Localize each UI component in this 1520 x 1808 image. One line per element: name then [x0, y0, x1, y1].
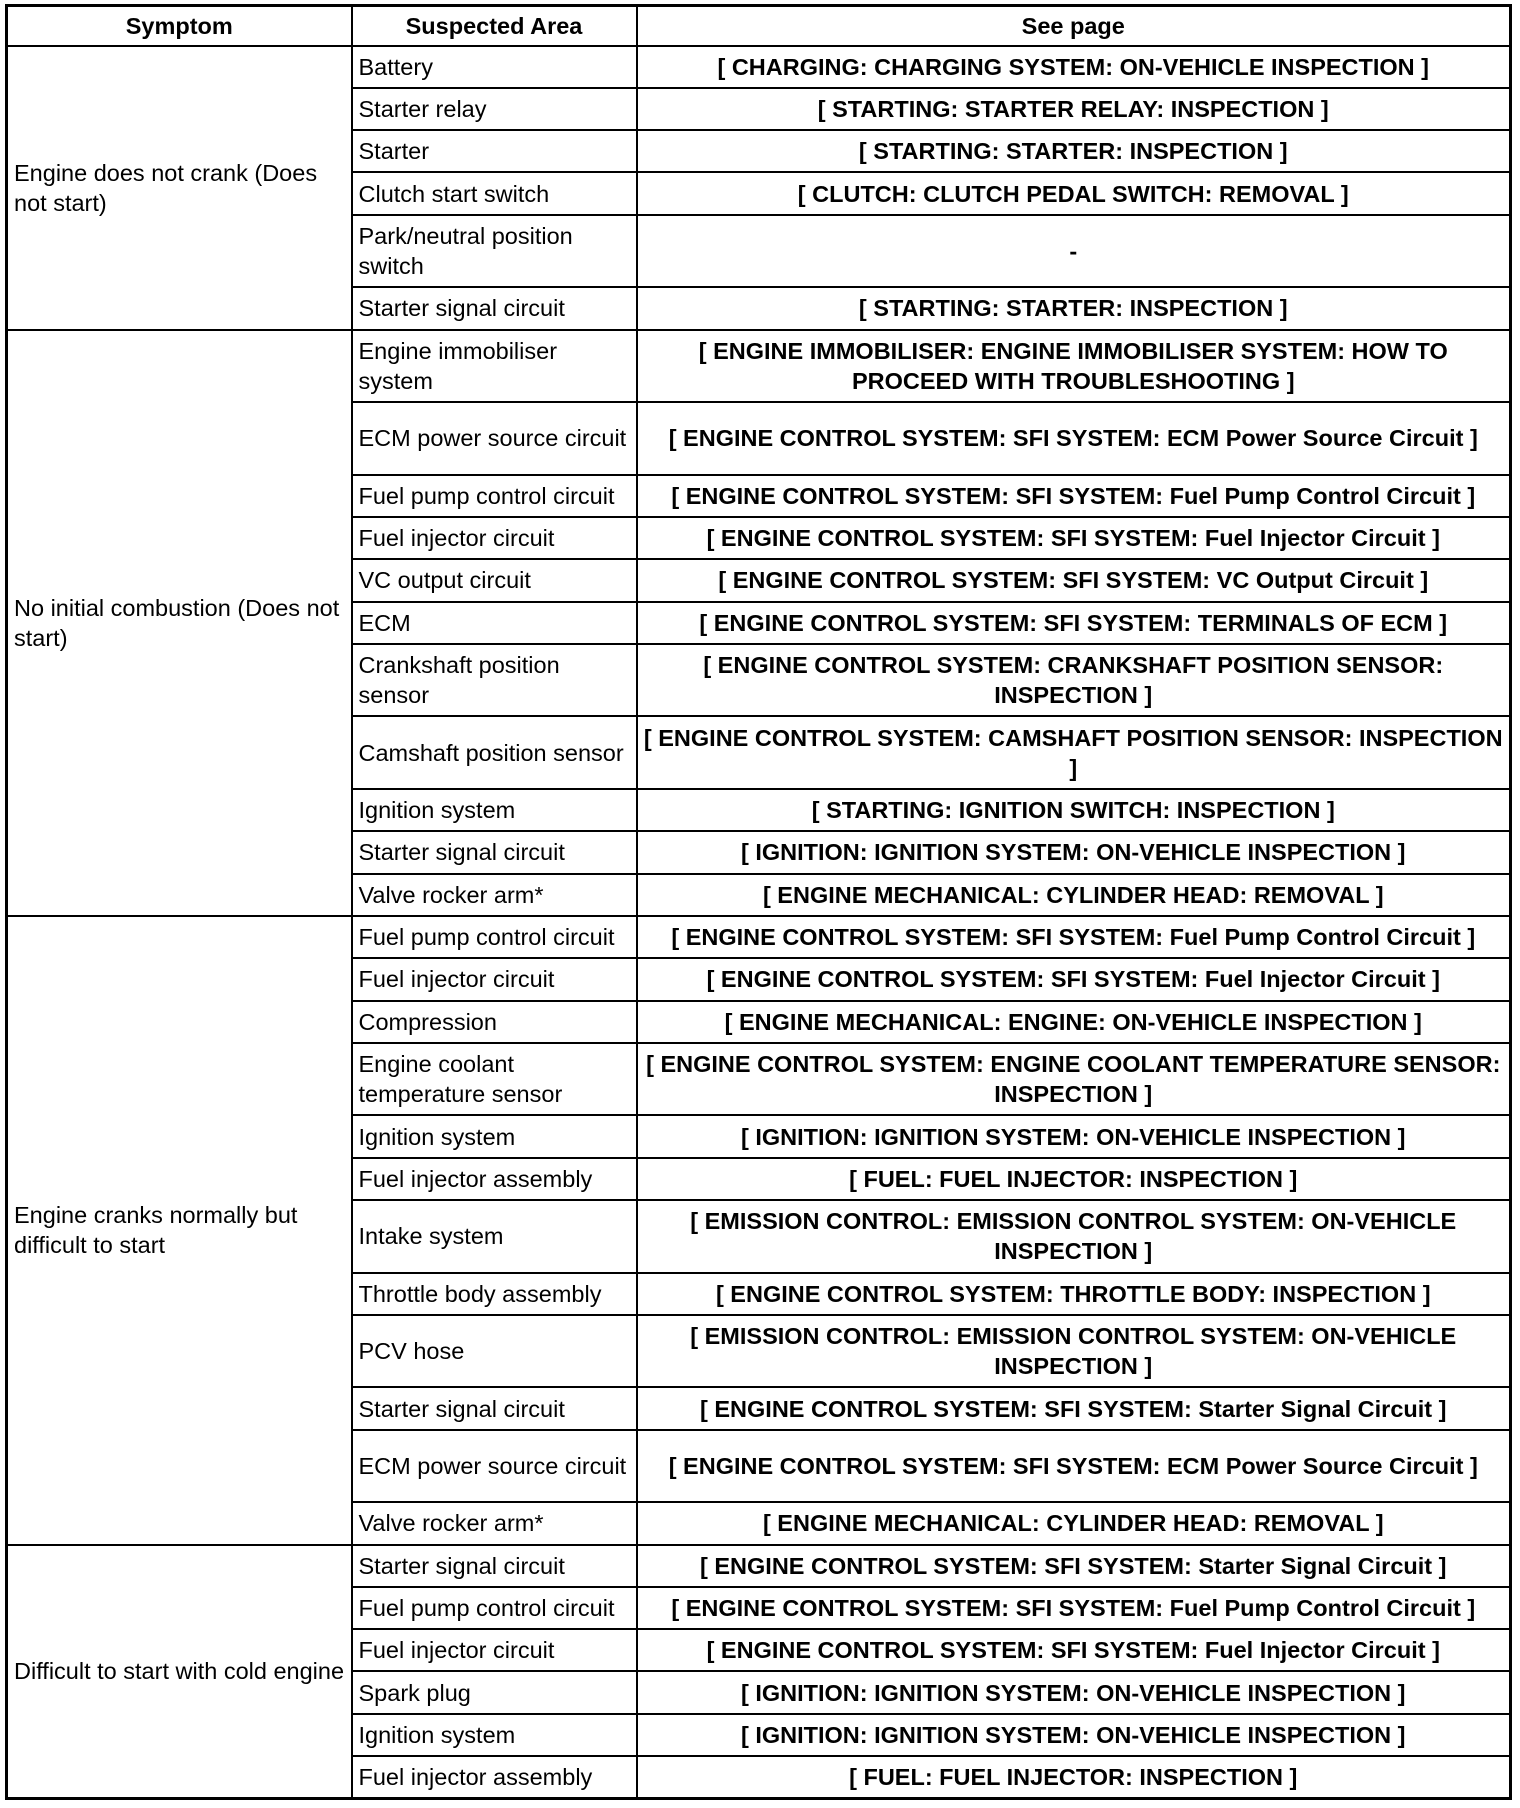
symptom-cell: No initial combustion (Does not start): [7, 330, 352, 916]
see-page-cell: [ ENGINE CONTROL SYSTEM: CAMSHAFT POSITION SENSOR: INSPECTION ]: [637, 716, 1511, 789]
suspected-area-cell: Starter: [352, 130, 637, 172]
see-page-cell: [ IGNITION: IGNITION SYSTEM: ON-VEHICLE INSPECTION ]: [637, 831, 1511, 873]
table-row: [7, 330, 1511, 403]
see-page-cell: [ ENGINE CONTROL SYSTEM: ENGINE COOLANT TEMPERATURE SENSOR: INSPECTION ]: [637, 1043, 1511, 1116]
header-symptom: Symptom: [7, 6, 352, 46]
suspected-area-cell: ECM power source circuit: [352, 1430, 637, 1503]
suspected-area-cell: Ignition system: [352, 789, 637, 831]
suspected-area-cell: Park/neutral position switch: [352, 215, 637, 288]
see-page-cell: [ ENGINE CONTROL SYSTEM: SFI SYSTEM: Fuel Injector Circuit ]: [637, 958, 1511, 1000]
see-page-cell: [ IGNITION: IGNITION SYSTEM: ON-VEHICLE INSPECTION ]: [637, 1714, 1511, 1756]
see-page-cell: -: [637, 215, 1511, 288]
see-page-cell: [ ENGINE CONTROL SYSTEM: SFI SYSTEM: TERMINALS OF ECM ]: [637, 602, 1511, 644]
suspected-area-cell: PCV hose: [352, 1315, 637, 1388]
see-page-cell: [ CLUTCH: CLUTCH PEDAL SWITCH: REMOVAL ]: [637, 172, 1511, 214]
see-page-cell: [ IGNITION: IGNITION SYSTEM: ON-VEHICLE INSPECTION ]: [637, 1115, 1511, 1157]
suspected-area-cell: ECM: [352, 602, 637, 644]
suspected-area-cell: Starter signal circuit: [352, 831, 637, 873]
suspected-area-cell: Fuel injector circuit: [352, 958, 637, 1000]
table-row: [7, 916, 1511, 958]
suspected-area-cell: VC output circuit: [352, 559, 637, 601]
see-page-cell: [ ENGINE CONTROL SYSTEM: SFI SYSTEM: Fuel Injector Circuit ]: [637, 517, 1511, 559]
symptom-cell: Engine cranks normally but difficult to start: [7, 916, 352, 1545]
see-page-cell: [ ENGINE CONTROL SYSTEM: THROTTLE BODY: INSPECTION ]: [637, 1273, 1511, 1315]
symptom-cell: Difficult to start with cold engine: [7, 1545, 352, 1799]
suspected-area-cell: Fuel pump control circuit: [352, 916, 637, 958]
see-page-cell: [ ENGINE CONTROL SYSTEM: CRANKSHAFT POSITION SENSOR: INSPECTION ]: [637, 644, 1511, 717]
suspected-area-cell: Engine coolant temperature sensor: [352, 1043, 637, 1116]
suspected-area-cell: Starter signal circuit: [352, 287, 637, 329]
see-page-cell: [ STARTING: STARTER: INSPECTION ]: [637, 130, 1511, 172]
see-page-cell: [ ENGINE CONTROL SYSTEM: SFI SYSTEM: Fuel Pump Control Circuit ]: [637, 475, 1511, 517]
suspected-area-cell: Starter signal circuit: [352, 1545, 637, 1587]
see-page-cell: [ CHARGING: CHARGING SYSTEM: ON-VEHICLE INSPECTION ]: [637, 46, 1511, 88]
see-page-cell: [ ENGINE MECHANICAL: CYLINDER HEAD: REMOVAL ]: [637, 1502, 1511, 1544]
suspected-area-cell: Spark plug: [352, 1671, 637, 1713]
header-suspected-area: Suspected Area: [352, 6, 637, 46]
suspected-area-cell: Fuel injector circuit: [352, 1629, 637, 1671]
suspected-area-cell: Throttle body assembly: [352, 1273, 637, 1315]
see-page-cell: [ ENGINE CONTROL SYSTEM: SFI SYSTEM: Fuel Pump Control Circuit ]: [637, 916, 1511, 958]
symptom-cell: Engine does not crank (Does not start): [7, 46, 352, 330]
suspected-area-cell: Fuel injector assembly: [352, 1158, 637, 1200]
see-page-cell: [ EMISSION CONTROL: EMISSION CONTROL SYSTEM: ON-VEHICLE INSPECTION ]: [637, 1315, 1511, 1388]
suspected-area-cell: Compression: [352, 1001, 637, 1043]
see-page-cell: [ STARTING: STARTER: INSPECTION ]: [637, 287, 1511, 329]
header-see-page: See page: [637, 6, 1511, 46]
see-page-cell: [ ENGINE CONTROL SYSTEM: SFI SYSTEM: Starter Signal Circuit ]: [637, 1387, 1511, 1429]
table-body: [7, 46, 1511, 1799]
see-page-cell: [ EMISSION CONTROL: EMISSION CONTROL SYSTEM: ON-VEHICLE INSPECTION ]: [637, 1200, 1511, 1273]
table-row: [7, 46, 1511, 88]
suspected-area-cell: Intake system: [352, 1200, 637, 1273]
see-page-cell: [ ENGINE IMMOBILISER: ENGINE IMMOBILISER SYSTEM: HOW TO PROCEED WITH TROUBLESHOOTING ]: [637, 330, 1511, 403]
suspected-area-cell: Fuel injector assembly: [352, 1756, 637, 1798]
see-page-cell: [ STARTING: STARTER RELAY: INSPECTION ]: [637, 88, 1511, 130]
see-page-cell: [ STARTING: IGNITION SWITCH: INSPECTION ]: [637, 789, 1511, 831]
suspected-area-cell: Fuel pump control circuit: [352, 1587, 637, 1629]
see-page-cell: [ FUEL: FUEL INJECTOR: INSPECTION ]: [637, 1158, 1511, 1200]
suspected-area-cell: Starter signal circuit: [352, 1387, 637, 1429]
suspected-area-cell: Valve rocker arm*: [352, 874, 637, 916]
see-page-cell: [ ENGINE MECHANICAL: ENGINE: ON-VEHICLE INSPECTION ]: [637, 1001, 1511, 1043]
suspected-area-cell: Fuel injector circuit: [352, 517, 637, 559]
suspected-area-cell: ECM power source circuit: [352, 402, 637, 475]
suspected-area-cell: Ignition system: [352, 1115, 637, 1157]
see-page-cell: [ FUEL: FUEL INJECTOR: INSPECTION ]: [637, 1756, 1511, 1798]
troubleshooting-table: [5, 4, 1512, 1800]
see-page-cell: [ ENGINE CONTROL SYSTEM: SFI SYSTEM: Fuel Pump Control Circuit ]: [637, 1587, 1511, 1629]
see-page-cell: [ ENGINE CONTROL SYSTEM: SFI SYSTEM: Fuel Injector Circuit ]: [637, 1629, 1511, 1671]
see-page-cell: [ ENGINE CONTROL SYSTEM: SFI SYSTEM: Starter Signal Circuit ]: [637, 1545, 1511, 1587]
suspected-area-cell: Camshaft position sensor: [352, 716, 637, 789]
see-page-cell: [ ENGINE CONTROL SYSTEM: SFI SYSTEM: ECM Power Source Circuit ]: [637, 402, 1511, 475]
header-row: [7, 6, 1511, 46]
suspected-area-cell: Crankshaft position sensor: [352, 644, 637, 717]
suspected-area-cell: Battery: [352, 46, 637, 88]
see-page-cell: [ ENGINE CONTROL SYSTEM: SFI SYSTEM: VC Output Circuit ]: [637, 559, 1511, 601]
see-page-cell: [ ENGINE CONTROL SYSTEM: SFI SYSTEM: ECM Power Source Circuit ]: [637, 1430, 1511, 1503]
suspected-area-cell: Valve rocker arm*: [352, 1502, 637, 1544]
suspected-area-cell: Fuel pump control circuit: [352, 475, 637, 517]
see-page-cell: [ IGNITION: IGNITION SYSTEM: ON-VEHICLE INSPECTION ]: [637, 1671, 1511, 1713]
table-row: [7, 1545, 1511, 1587]
see-page-cell: [ ENGINE MECHANICAL: CYLINDER HEAD: REMOVAL ]: [637, 874, 1511, 916]
suspected-area-cell: Ignition system: [352, 1714, 637, 1756]
suspected-area-cell: Starter relay: [352, 88, 637, 130]
suspected-area-cell: Clutch start switch: [352, 172, 637, 214]
suspected-area-cell: Engine immobiliser system: [352, 330, 637, 403]
